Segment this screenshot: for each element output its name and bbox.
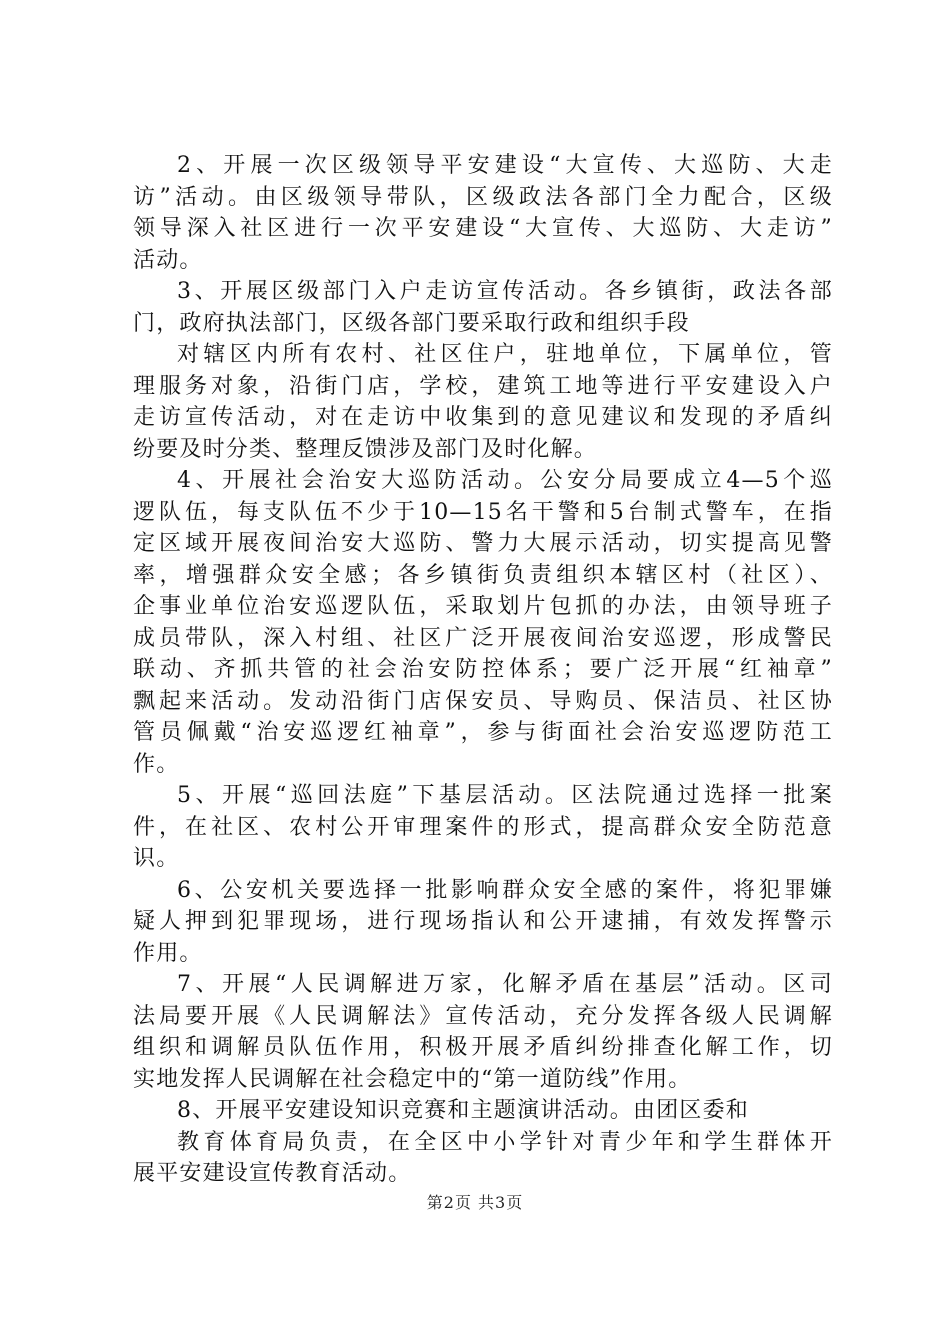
text-line: 率，增强群众安全感；各乡镇街负责组织本辖区村（社区）、 xyxy=(133,562,833,588)
text-line: 4、开展社会治安大巡防活动。公安分局要成立4—5个巡 xyxy=(177,468,833,493)
text-line: 教育体育局负责，在全区中小学针对青少年和学生群体开 xyxy=(177,1129,833,1155)
text-line: 活动。 xyxy=(133,247,203,273)
text-line: 成员带队，深入村组、社区广泛开展夜间治安巡逻，形成警民 xyxy=(133,625,833,651)
text-line: 6、公安机关要选择一批影响群众安全感的案件，将犯罪嫌 xyxy=(177,877,833,903)
text-line: 5、开展“巡回法庭”下基层活动。区法院通过选择一批案 xyxy=(177,783,833,808)
text-line: 法局要开展《人民调解法》宣传活动，充分发挥各级人民调解 xyxy=(133,1003,833,1029)
text-line: 访”活动。由区级领导带队，区级政法各部门全力配合，区级 xyxy=(133,184,833,210)
text-line: 对辖区内所有农村、社区住户，驻地单位，下属单位，管 xyxy=(177,342,833,367)
text-line: 走访宣传活动，对在走访中收集到的意见建议和发现的矛盾纠 xyxy=(133,405,833,430)
text-line: 识。 xyxy=(133,846,180,871)
text-line: 理服务对象，沿街门店，学校，建筑工地等进行平安建设入户 xyxy=(133,373,833,399)
text-line: 逻队伍，每支队伍不少于10—15名干警和5台制式警车，在指 xyxy=(133,499,833,525)
text-line: 组织和调解员队伍作用，积极开展矛盾纠纷排查化解工作，切 xyxy=(133,1035,833,1060)
text-line: 飘起来活动。发动沿街门店保安员、导购员、保洁员、社区协 xyxy=(133,688,833,714)
text-line: 实地发挥人民调解在社会稳定中的“第一道防线”作用。 xyxy=(133,1066,692,1092)
document-body xyxy=(133,150,833,1190)
page-number-footer: 第2页 共3页 xyxy=(426,1193,524,1212)
text-line: 作。 xyxy=(133,751,180,777)
text-line: 企事业单位治安巡逻队伍，采取划片包抓的办法，由领导班子 xyxy=(133,594,833,619)
text-line: 管员佩戴“治安巡逻红袖章”，参与街面社会治安巡逻防范工 xyxy=(133,720,833,745)
text-line: 展平安建设宣传教育活动。 xyxy=(133,1161,412,1186)
text-line: 纷要及时分类、整理反馈涉及部门及时化解。 xyxy=(133,436,598,462)
text-line: 3、开展区级部门入户走访宣传活动。各乡镇街，政法各部 xyxy=(177,279,833,304)
text-line: 2、开展一次区级领导平安建设“大宣传、大巡防、大走 xyxy=(177,153,833,178)
text-line: 领导深入社区进行一次平安建设“大宣传、大巡防、大走访” xyxy=(133,216,833,241)
text-line: 联动、齐抓共管的社会治安防控体系；要广泛开展“红袖章” xyxy=(133,657,833,682)
text-line: 件，在社区、农村公开审理案件的形式，提高群众安全防范意 xyxy=(133,814,833,840)
text-line: 7、开展“人民调解进万家，化解矛盾在基层”活动。区司 xyxy=(177,972,833,997)
text-line: 8、开展平安建设知识竞赛和主题演讲活动。由团区委和 xyxy=(177,1098,749,1123)
text-line: 疑人押到犯罪现场，进行现场指认和公开逮捕，有效发挥警示 xyxy=(133,909,833,934)
text-line: 门，政府执法部门，区级各部门要采取行政和组织手段 xyxy=(133,310,690,336)
text-line: 定区域开展夜间治安大巡防、警力大展示活动，切实提高见警 xyxy=(133,531,833,556)
text-line: 作用。 xyxy=(133,940,203,966)
